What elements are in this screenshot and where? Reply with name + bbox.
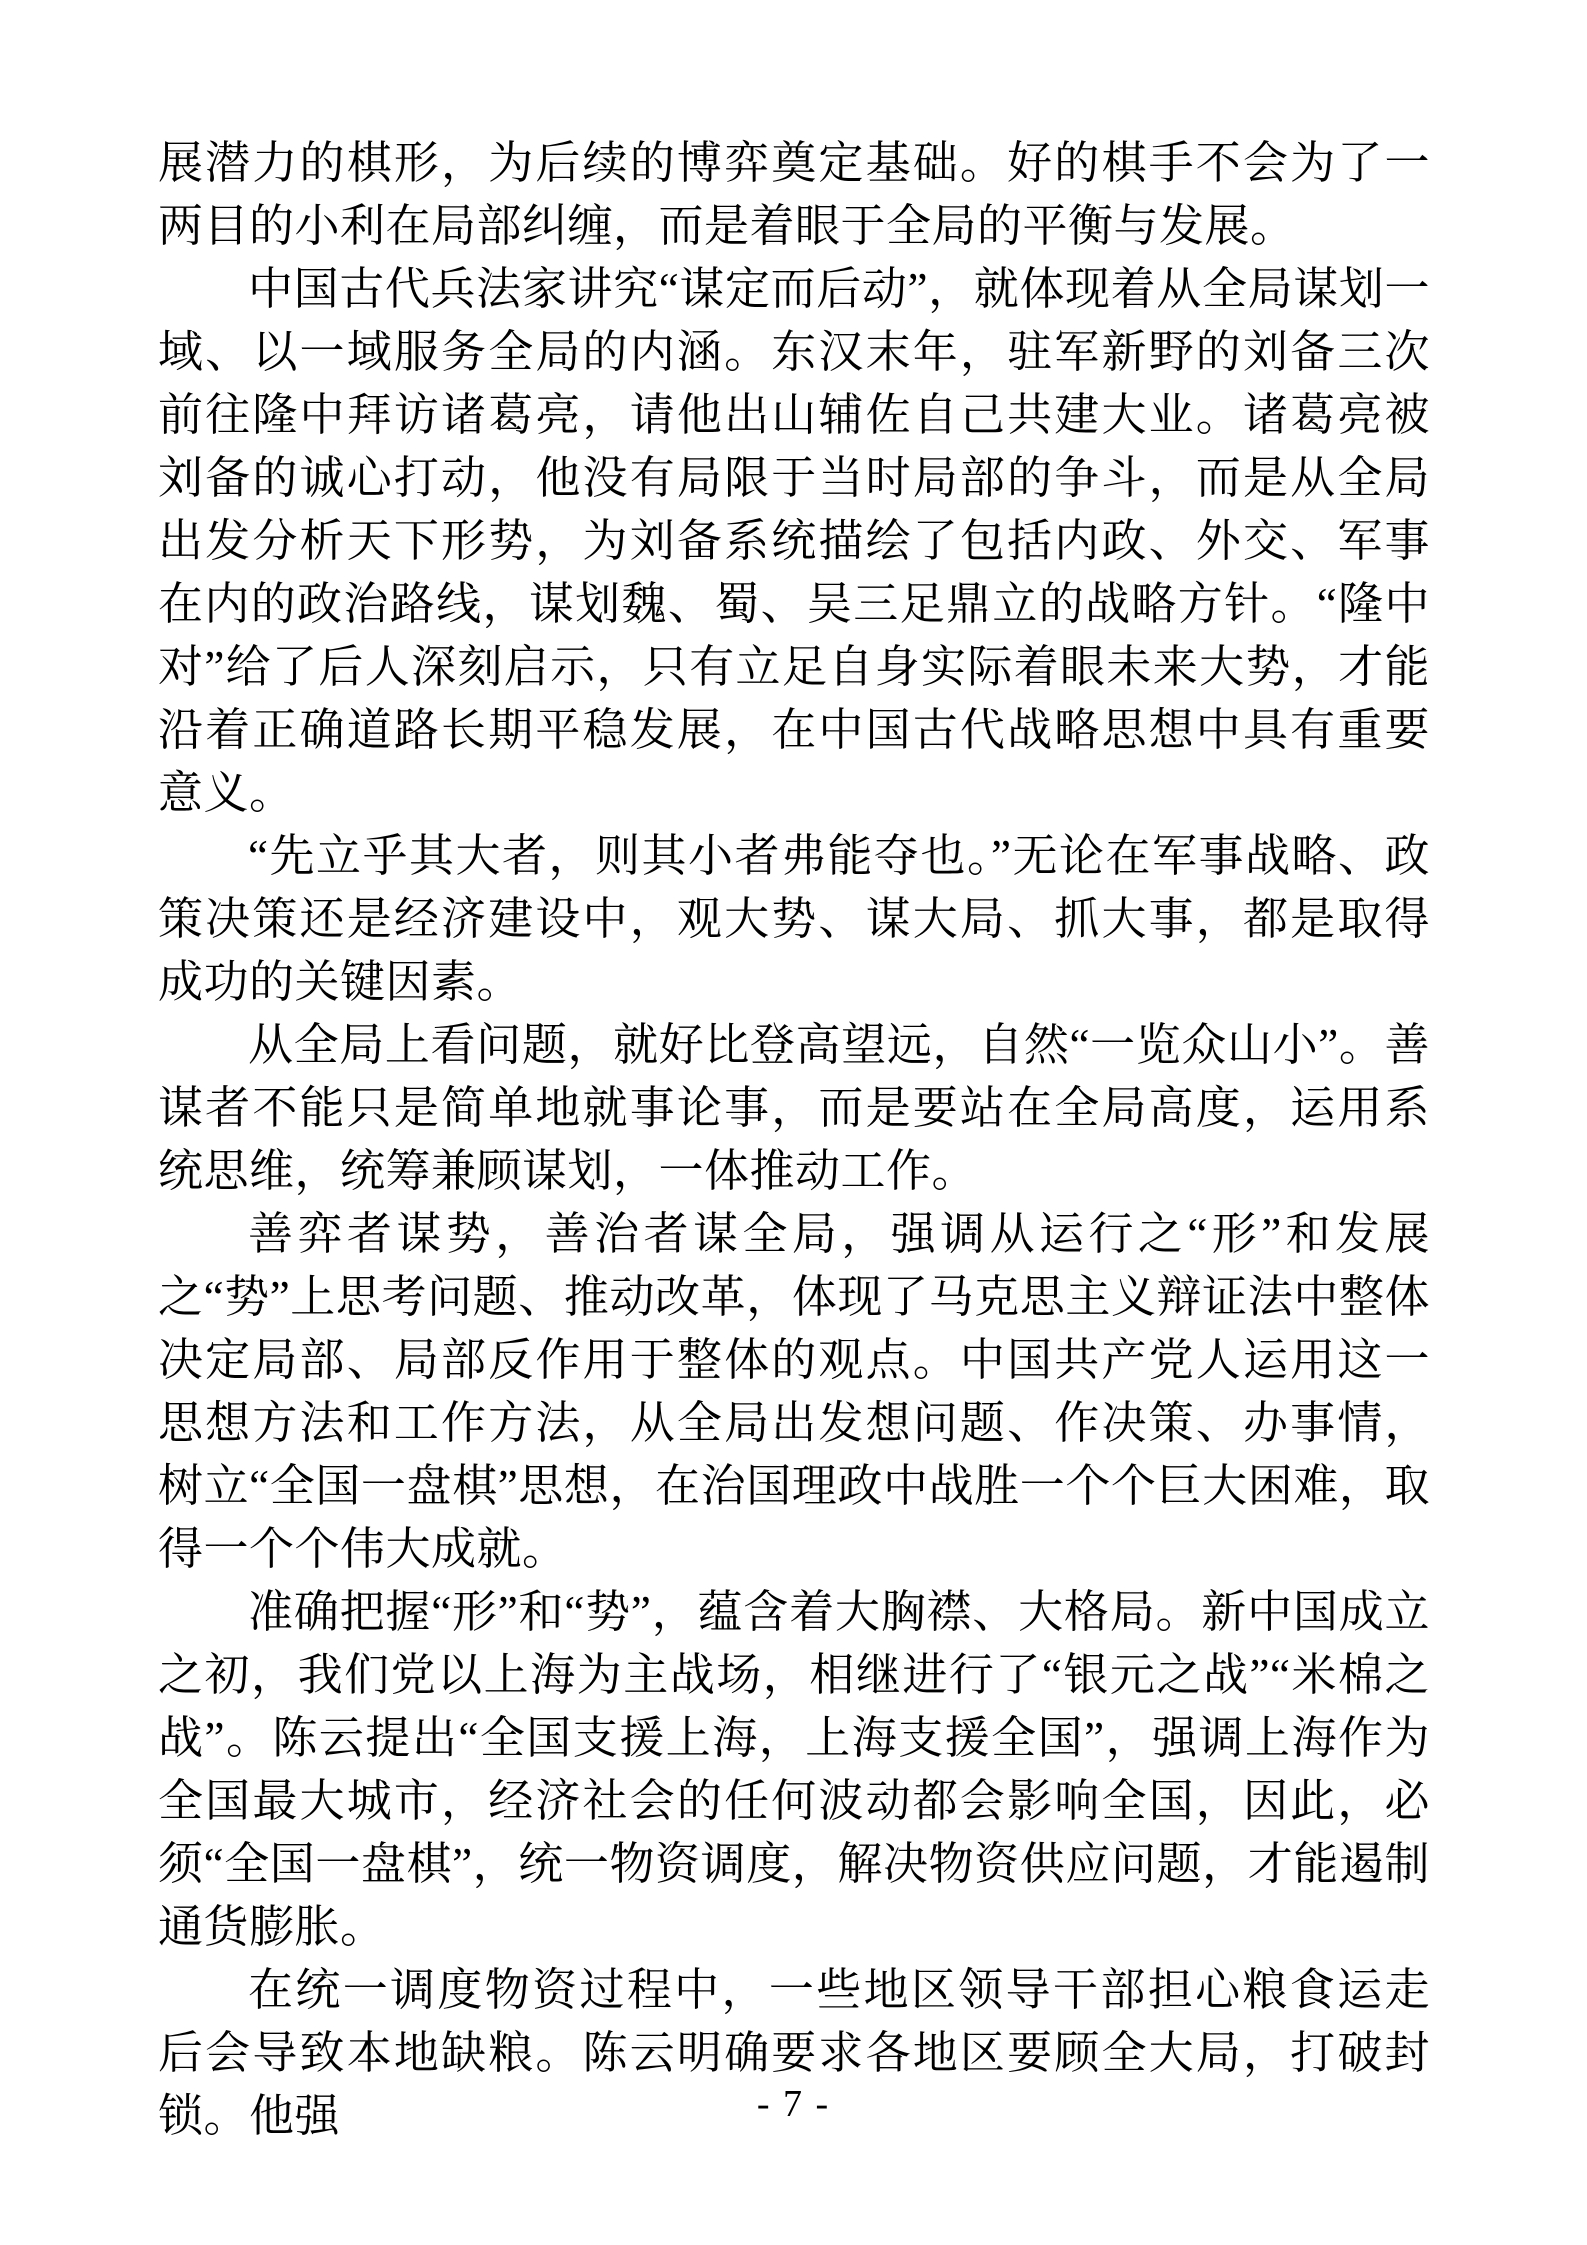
- paragraph: 善弈者谋势，善治者谋全局，强调从运行之“形”和发展之“势”上思考问题、推动改革，体现了马克思主义辩证法中整体决定局部、局部反作用于整体的观点。中国共产党人运用这一思想方法和工作方法，从全局出发想问题、作决策、办事情，树立“全国一盘棋”思想，在治国理政中战胜一个个巨大困难，取得一个个伟大成就。: [158, 1209, 1430, 1574]
- paragraph: “先立乎其大者，则其小者弗能夺也。”无论在军事战略、政策决策还是经济建设中，观大势、谋大局、抓大事，都是取得成功的关键因素。: [158, 831, 1430, 1007]
- paragraph: 在统一调度物资过程中，一些地区领导干部担心粮食运走后会导致本地缺粮。陈云明确要求各地区要顾全大局，打破封锁。他强: [158, 1965, 1430, 2141]
- paragraph: 从全局上看问题，就好比登高望远，自然“一览众山小”。善谋者不能只是简单地就事论事，而是要站在全局高度，运用系统思维，统筹兼顾谋划，一体推动工作。: [158, 1020, 1430, 1196]
- paragraph: 中国古代兵法家讲究“谋定而后动”，就体现着从全局谋划一域、以一域服务全局的内涵。东汉末年，驻军新野的刘备三次前往隆中拜访诸葛亮，请他出山辅佐自己共建大业。诸葛亮被刘备的诚心打动，他没有局限于当时局部的争斗，而是从全局出发分析天下形势，为刘备系统描绘了包括内政、外交、军事在内的政治路线，谋划魏、蜀、吴三足鼎立的战略方针。“隆中对”给了后人深刻启示，只有立足自身实际着眼未来大势，才能沿着正确道路长期平稳发展，在中国古代战略思想中具有重要意义。: [158, 264, 1430, 818]
- paragraph: 展潜力的棋形，为后续的博弈奠定基础。好的棋手不会为了一两目的小利在局部纠缠，而是着眼于全局的平衡与发展。: [158, 138, 1430, 251]
- paragraph: 准确把握“形”和“势”，蕴含着大胸襟、大格局。新中国成立之初，我们党以上海为主战场，相继进行了“银元之战”“米棉之战”。陈云提出“全国支援上海，上海支援全国”，强调上海作为全国最大城市，经济社会的任何波动都会影响全国，因此，必须“全国一盘棋”，统一物资调度，解决物资供应问题，才能遏制通货膨胀。: [158, 1587, 1430, 1952]
- document-body: [158, 132, 1430, 2148]
- page-number: - 7 -: [756, 2083, 831, 2125]
